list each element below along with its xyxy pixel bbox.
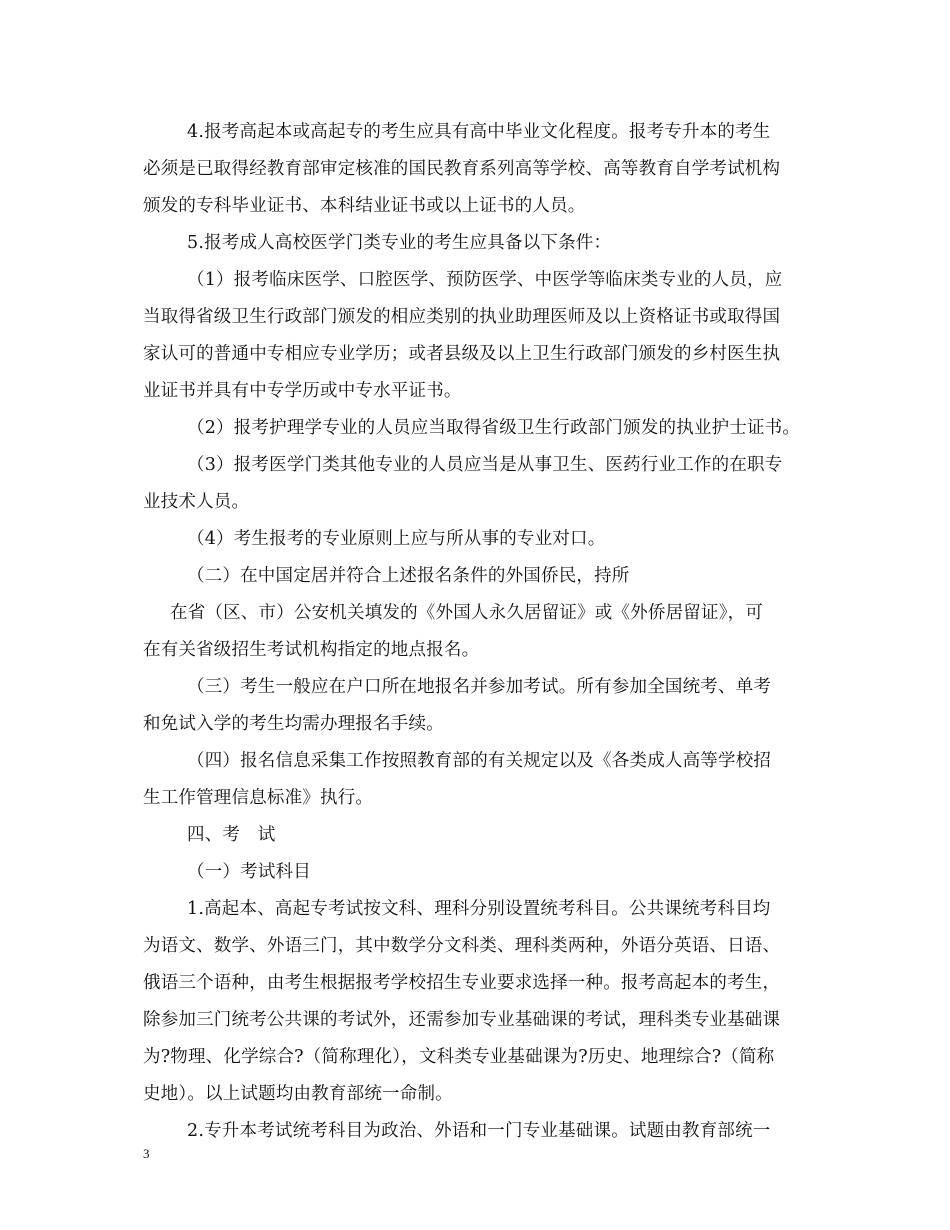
paragraph-line: 为语文、数学、外语三门，其中数学分文科类、理科类两种，外语分英语、日语、 xyxy=(143,936,781,956)
paragraph-line: （二）在中国定居并符合上述报名条件的外国侨民，持所 xyxy=(187,566,630,586)
paragraph-line: 业证书并具有中专学历或中专水平证书。 xyxy=(143,381,462,401)
section-heading: 四、考 试 xyxy=(187,825,276,845)
paragraph-line: 2.专升本考试统考科目为政治、外语和一门专业基础课。试题由教育部统一 xyxy=(187,1121,771,1141)
paragraph-line: （4）考生报考的专业原则上应与所从事的专业对口。 xyxy=(187,529,606,549)
paragraph-line: 当取得省级卫生行政部门颁发的相应类别的执业助理医师及以上资格证书或取得国 xyxy=(143,307,781,327)
paragraph-line: 在省（区、市）公安机关填发的《外国人永久居留证》或《外侨居留证》，可 xyxy=(170,603,764,623)
paragraph-line: 5.报考成人高校医学门类专业的考生应具备以下条件： xyxy=(187,233,612,253)
paragraph-line: （3）报考医学门类其他专业的人员应当是从事卫生、医药行业工作的在职专 xyxy=(187,455,783,475)
paragraph-line: 生工作管理信息标准》执行。 xyxy=(143,788,374,808)
paragraph-line: （三）考生一般应在户口所在地报名并参加考试。所有参加全国统考、单考 xyxy=(187,677,772,697)
paragraph-line: （四）报名信息采集工作按照教育部的有关规定以及《各类成人高等学校招 xyxy=(187,751,772,771)
paragraph-line: 1.高起本、高起专考试按文科、理科分别设置统考科目。公共课统考科目均 xyxy=(187,899,771,919)
paragraph-line: 史地）。以上试题均由教育部统一命制。 xyxy=(143,1084,453,1104)
paragraph-line: 家认可的普通中专相应专业学历；或者县级及以上卫生行政部门颁发的乡村医生执 xyxy=(143,344,781,364)
subsection-heading: （一）考试科目 xyxy=(187,862,311,882)
paragraph-line: 业技术人员。 xyxy=(143,492,250,512)
paragraph-line: 俄语三个语种，由考生根据报考学校招生专业要求选择一种。报考高起本的考生， xyxy=(143,973,781,993)
paragraph-line: 和免试入学的考生均需办理报名手续。 xyxy=(143,714,444,734)
page-number: 3 xyxy=(143,1146,150,1161)
paragraph-line: 必须是已取得经教育部审定核准的国民教育系列高等学校、高等教育自学考试机构 xyxy=(143,159,781,179)
paragraph-line: 在有关省级招生考试机构指定的地点报名。 xyxy=(143,640,480,660)
paragraph-line: （1）报考临床医学、口腔医学、预防医学、中医学等临床类专业的人员，应 xyxy=(187,270,783,290)
paragraph-line: 4.报考高起本或高起专的考生应具有高中毕业文化程度。报考专升本的考生 xyxy=(187,122,771,142)
paragraph-line: 颁发的专科毕业证书、本科结业证书或以上证书的人员。 xyxy=(143,196,586,216)
paragraph-line: 除参加三门统考公共课的考试外，还需参加专业基础课的考试，理科类专业基础课 xyxy=(143,1010,781,1030)
paragraph-line: （2）报考护理学专业的人员应当取得省级卫生行政部门颁发的执业护士证书。 xyxy=(187,418,801,438)
paragraph-line: 为?物理、化学综合?（简称理化），文科类专业基础课为?历史、地理综合?（简称 xyxy=(143,1047,775,1067)
